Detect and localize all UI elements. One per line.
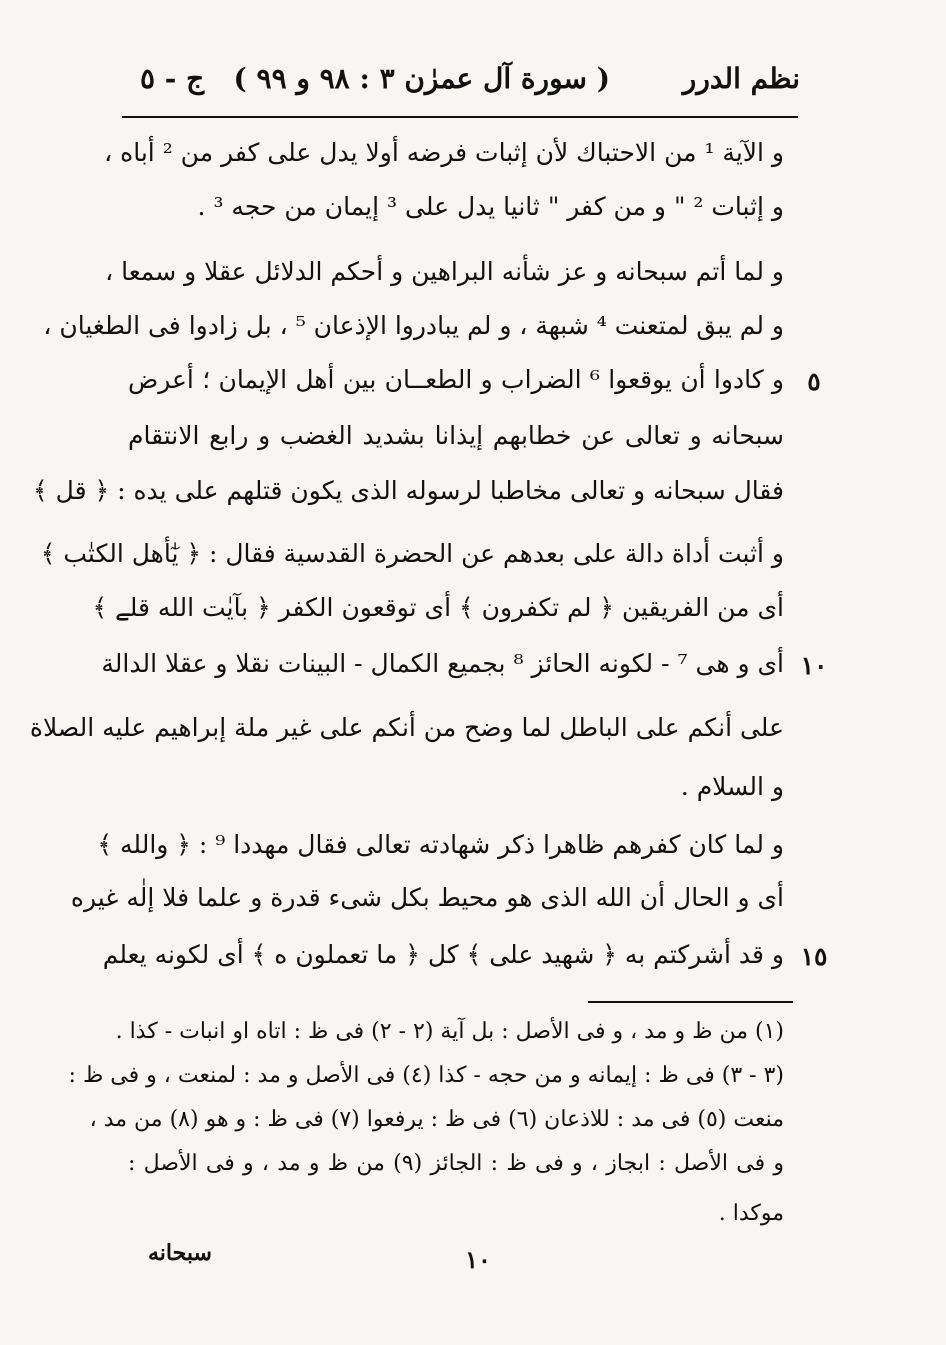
text-line: و كادوا أن يوقعوا ⁶ الضراب و الطعــان بين أهل الإيمان ؛ أعرض [128, 365, 784, 394]
footnote-rule [588, 1001, 793, 1003]
header-rule [122, 116, 798, 118]
text-line: و قد أشركتم به ﴿ شهيد على ﴾ كل ﴿ ما تعملون ه ﴾ أى لكونه يعلم [102, 940, 784, 969]
footnote-line: و فى الأصل : ابجاز ، و فى ظ : الجائز (٩) من ظ و مد ، و فى الأصل : [128, 1151, 784, 1176]
line-number: ٥ [807, 367, 821, 396]
running-header [120, 62, 800, 106]
footnote-line: موكدا . [718, 1201, 784, 1226]
catchword: سبحانه [148, 1240, 212, 1266]
text-line: أى و الحال أن الله الذى هو محيط بكل شىء قدرة و علما فلا إلٰه غيره [70, 883, 784, 912]
text-line: أى و هى ⁷ - لكونه الحائز ⁸ بجميع الكمال - البينات نقلا و عقلا الدالة [101, 649, 784, 678]
book-title: نظم الدرر [682, 62, 800, 95]
text-line: و أثبت أداة دالة على بعدهم عن الحضرة القدسية فقال : ﴿ يٰٓأهل الكتٰب ﴾ [40, 539, 784, 568]
text-line: سبحانه و تعالى عن خطابهم إيذانا بشديد الغضب و رابع الانتقام [128, 421, 784, 450]
text-line: و الآية ¹ من الاحتباك لأن إثبات فرضه أولا يدل على كفر من ² أباه ، [104, 138, 784, 167]
text-line: على أنكم على الباطل لما وضح من أنكم على غير ملة إبراهيم عليه الصلاة [29, 713, 784, 742]
line-number: ١٠ [800, 651, 828, 680]
footnote-line: منعت (٥) فى مد : للاذعان (٦) فى ظ : يرفعوا (٧) فى ظ : و هو (٨) من مد ، [89, 1107, 784, 1132]
page-number: ١٠ [465, 1245, 491, 1274]
footnote-line: (١) من ظ و مد ، و فى الأصل : بل آية (٢ - ٢) فى ظ : اتاه او انبات - كذا . [115, 1019, 784, 1044]
text-line: فقال سبحانه و تعالى مخاطبا لرسوله الذى يكون قتلهم على يده : ﴿ قل ﴾ [33, 476, 784, 505]
text-line: و لم يبق لمتعنت ⁴ شبهة ، و لم يبادروا الإذعان ⁵ ، بل زادوا فى الطغيان ، [43, 311, 784, 340]
text-line: و لما كان كفرهم ظاهرا ذكر شهادته تعالى فقال مهددا ⁹ : ﴿ والله ﴾ [97, 830, 784, 859]
volume-label: ج - ٥ [140, 62, 205, 95]
footnote-line: (٣ - ٣) فى ظ : إيمانه و من حجه - كذا (٤) فى الأصل و مد : لمنعت ، و فى ظ : [68, 1063, 784, 1088]
line-number: ١٥ [800, 942, 828, 971]
surah-reference: ( سورة آل عمرٰن ٣ : ٩٨ و ٩٩ ) [233, 62, 610, 95]
text-line: و لما أتم سبحانه و عز شأنه البراهين و أحكم الدلائل عقلا و سمعا ، [105, 257, 784, 286]
text-line: و السلام . [680, 772, 784, 801]
text-line: أى من الفريقين ﴿ لم تكفرون ﴾ أى توقعون الكفر ﴿ بآيٰت الله قلے ﴾ [92, 593, 784, 622]
text-line: و إثبات ² " و من كفر " ثانيا يدل على ³ إيمان من حجه ³ . [197, 192, 784, 221]
